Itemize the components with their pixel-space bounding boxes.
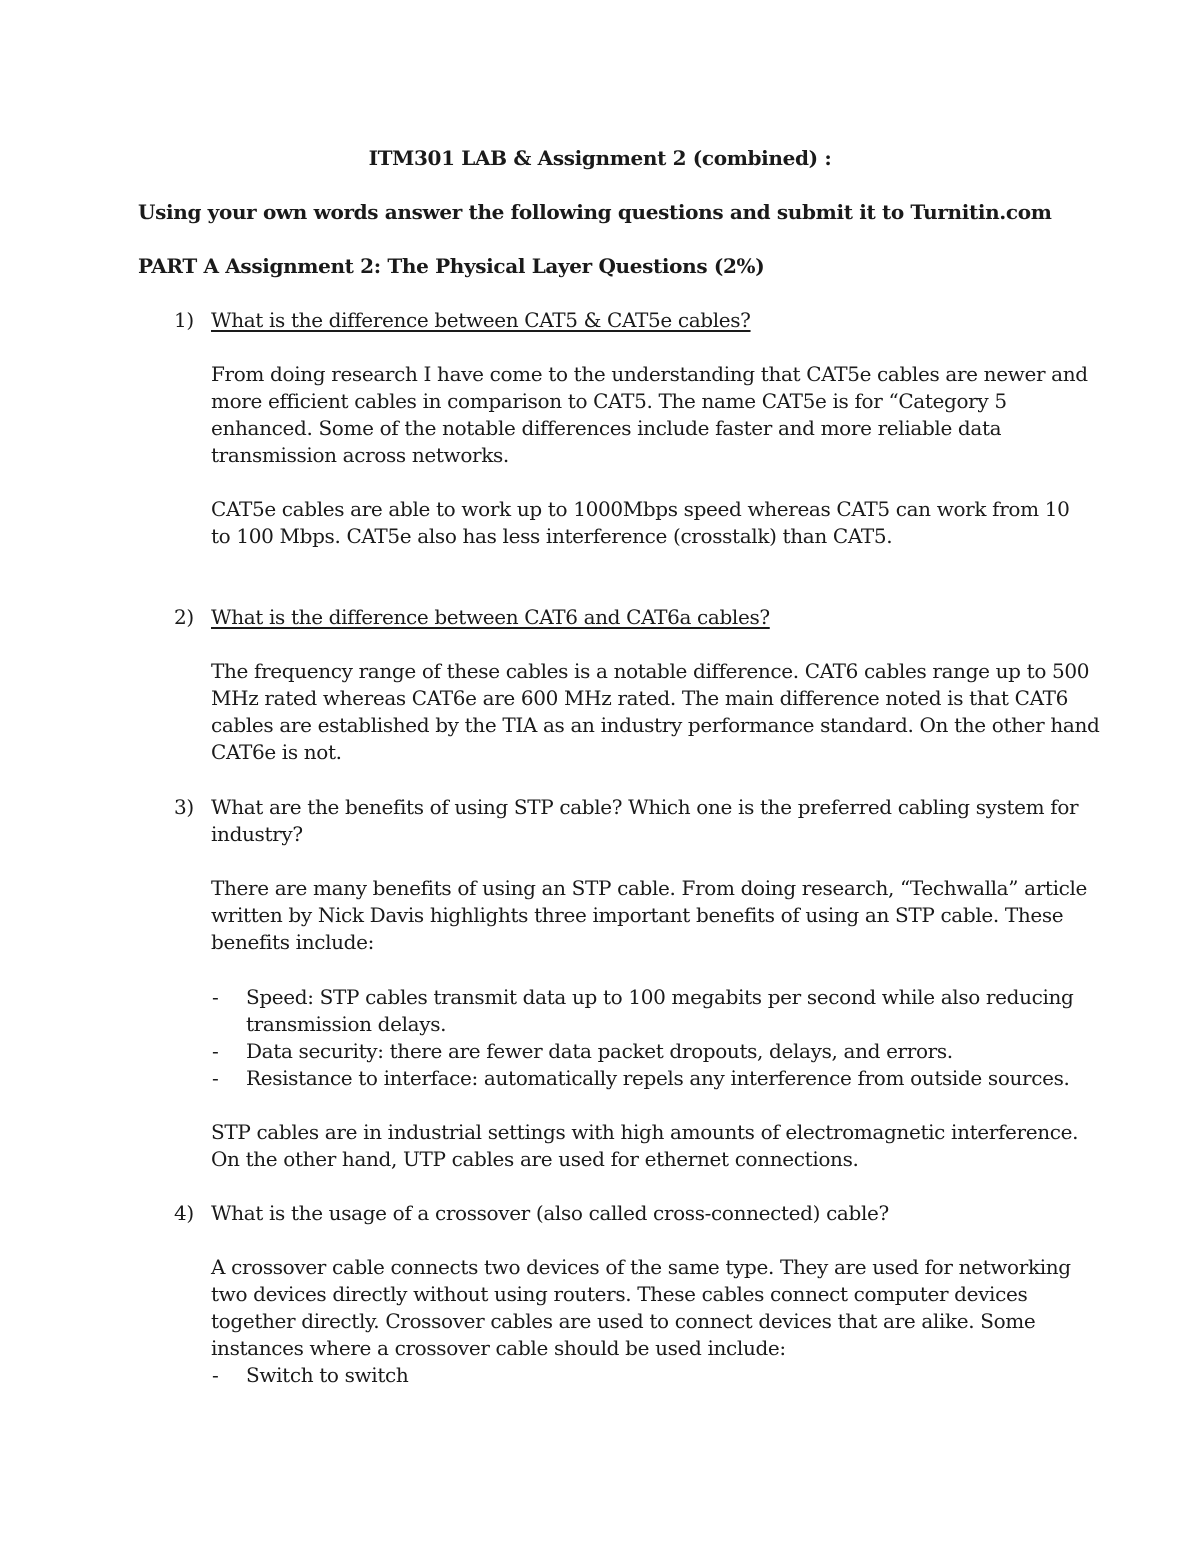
bullet-item: Resistance to interface: automatically repels any interference from outside sources. [246, 1066, 1070, 1090]
question-number: 2) [174, 605, 194, 629]
answer-line: There are many benefits of using an STP cable. From doing research, “Techwalla” article [211, 876, 1088, 900]
answer-line: A crossover cable connects two devices of the same type. They are used for networking [211, 1255, 1071, 1279]
answer-line: transmission across networks. [211, 443, 509, 467]
question-text: industry? [211, 822, 303, 846]
question-text: What is the difference between CAT5 & CAT5e cables? [211, 308, 751, 332]
answer-line: From doing research I have come to the understanding that CAT5e cables are newer and [211, 362, 1088, 386]
answer-line: benefits include: [211, 930, 374, 954]
bullet-marker: - [212, 1066, 219, 1090]
document-title: ITM301 LAB & Assignment 2 (combined) : [368, 146, 832, 170]
answer-line: cables are established by the TIA as an industry performance standard. On the other hand [211, 713, 1100, 737]
answer-line: written by Nick Davis highlights three important benefits of using an STP cable. These [211, 903, 1064, 927]
bullet-item: Speed: STP cables transmit data up to 100 megabits per second while also reducing [246, 985, 1074, 1009]
answer-line: MHz rated whereas CAT6e are 600 MHz rated. The main difference noted is that CAT6 [211, 686, 1068, 710]
answer-line: more efficient cables in comparison to CAT5. The name CAT5e is for “Category 5 [211, 389, 1007, 413]
answer-line: CAT6e is not. [211, 740, 342, 764]
answer-line: The frequency range of these cables is a notable difference. CAT6 cables range up to 500 [211, 659, 1090, 683]
answer-line: On the other hand, UTP cables are used for ethernet connections. [211, 1147, 859, 1171]
part-heading: PART A Assignment 2: The Physical Layer Questions (2%) [138, 254, 765, 278]
question-text: What are the benefits of using STP cable? Which one is the preferred cabling system for [211, 795, 1079, 819]
answer-line: two devices directly without using routers. These cables connect computer devices [211, 1282, 1028, 1306]
bullet-marker: - [212, 985, 219, 1009]
bullet-item: transmission delays. [246, 1012, 447, 1036]
bullet-item: Data security: there are fewer data packet dropouts, delays, and errors. [246, 1039, 953, 1063]
bullet-item: Switch to switch [246, 1363, 409, 1387]
bullet-marker: - [212, 1039, 219, 1063]
answer-line: to 100 Mbps. CAT5e also has less interference (crosstalk) than CAT5. [211, 524, 893, 548]
question-number: 4) [174, 1201, 194, 1225]
answer-line: together directly. Crossover cables are used to connect devices that are alike. Some [211, 1309, 1036, 1333]
answer-line: CAT5e cables are able to work up to 1000Mbps speed whereas CAT5 can work from 10 [211, 497, 1070, 521]
question-number: 3) [174, 795, 194, 819]
bullet-marker: - [212, 1363, 219, 1387]
answer-line: instances where a crossover cable should be used include: [211, 1336, 786, 1360]
question-text: What is the usage of a crossover (also called cross-connected) cable? [211, 1201, 889, 1225]
instruction-line: Using your own words answer the following questions and submit it to Turnitin.com [138, 200, 1052, 224]
answer-line: STP cables are in industrial settings with high amounts of electromagnetic interference. [211, 1120, 1079, 1144]
question-text: What is the difference between CAT6 and CAT6a cables? [211, 605, 770, 629]
question-number: 1) [174, 308, 194, 332]
answer-line: enhanced. Some of the notable differences include faster and more reliable data [211, 416, 1002, 440]
